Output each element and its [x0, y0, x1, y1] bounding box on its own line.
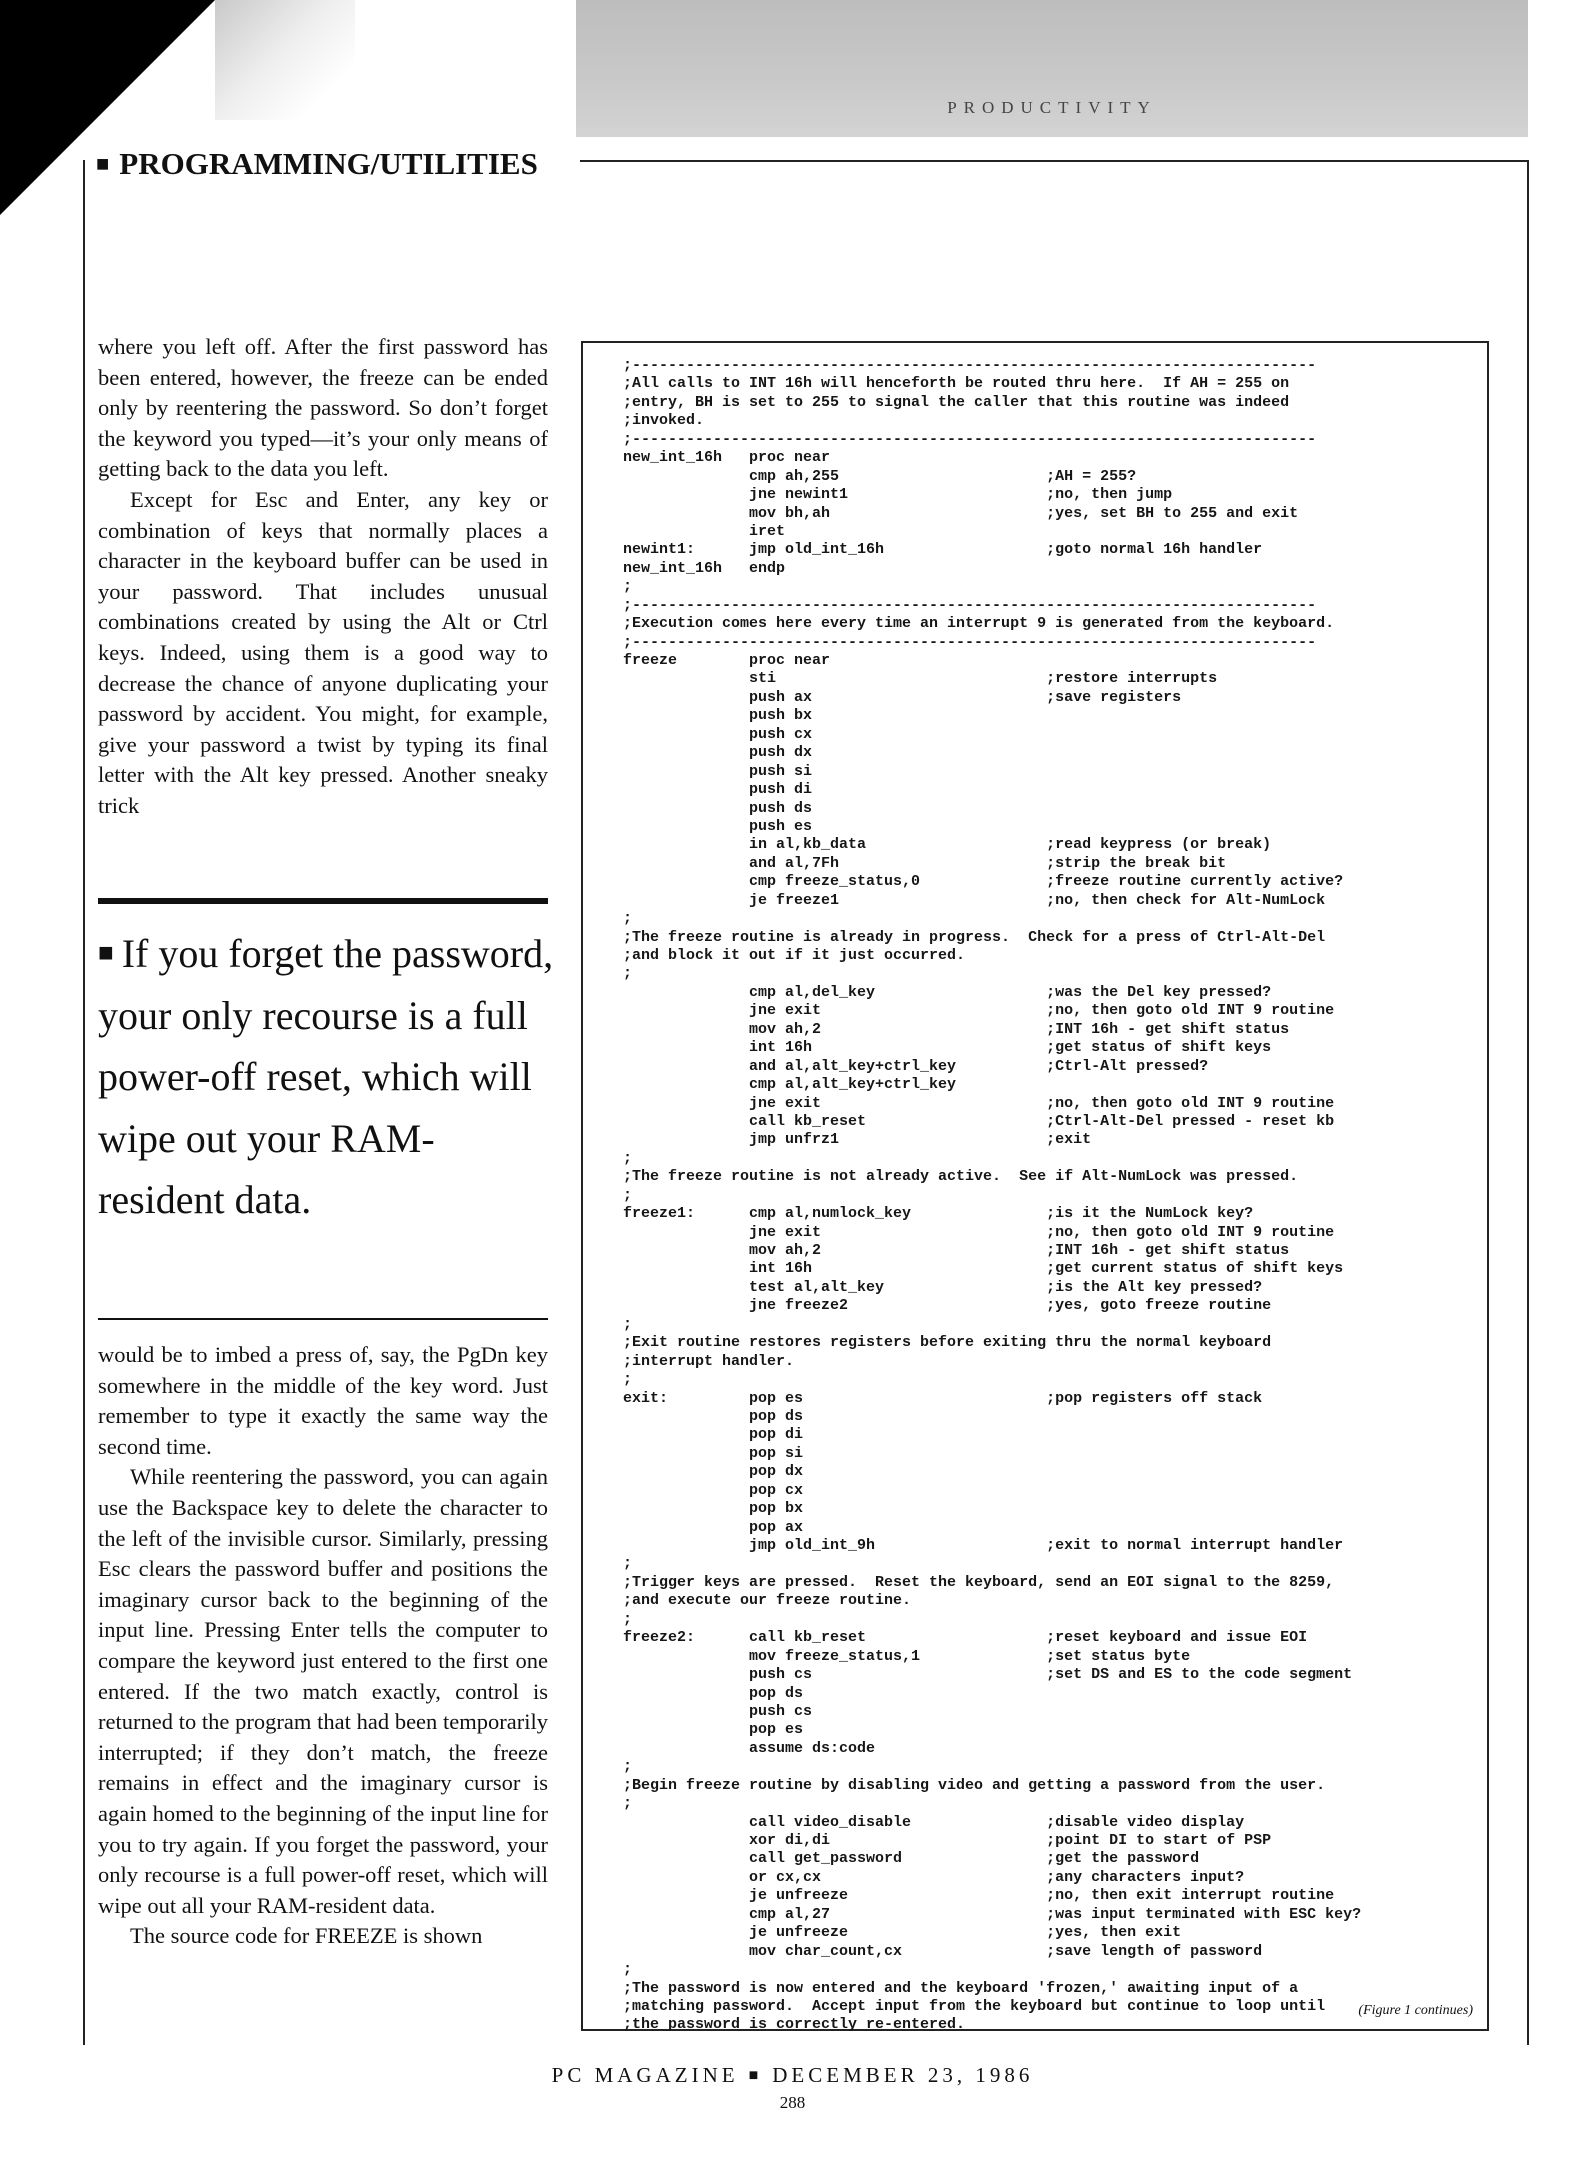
code-line: ;interrupt handler.	[623, 1352, 795, 1370]
code-line: ;The freeze routine is already in progress. Check for a press of Ctrl-Alt-Del	[623, 928, 1326, 946]
frame-right-rule	[1527, 160, 1529, 2045]
code-line: push bx	[623, 707, 813, 725]
code-line: ;Trigger keys are pressed. Reset the keyboard, send an EOI signal to the 8259,	[623, 1573, 1335, 1591]
code-line: ;matching password. Accept input from the keyboard but continue to loop until	[623, 1997, 1326, 2015]
code-line: jne exit ;no, then goto old INT 9 routine	[623, 1223, 1335, 1241]
article-column-bottom	[98, 1340, 548, 1952]
code-line: push ds	[623, 799, 813, 817]
footer-bullet-icon: ■	[748, 2067, 763, 2084]
code-line: ;Execution comes here every time an interrupt 9 is generated from the keyboard.	[623, 615, 1335, 633]
code-line: jne exit ;no, then goto old INT 9 routine	[623, 1002, 1335, 1020]
code-line: push di	[623, 781, 813, 799]
code-line: xor di,di ;point DI to start of PSP	[623, 1832, 1272, 1849]
code-line: ;invoked.	[623, 412, 705, 430]
footer-date: DECEMBER 23, 1986	[772, 2063, 1034, 2087]
code-line: cmp ah,255 ;AH = 255?	[623, 467, 1137, 485]
code-line: ;the password is correctly re-entered.	[623, 2016, 966, 2034]
article-paragraph: While reentering the password, you can again use the Backspace key to delete the character to the left of the invisible cursor. Similarly, pressing Esc clears the password buffer and positions the imaginary cursor back to the beginning of the input line. Pressing Enter tells the computer to compare the keyword just entered to the first one entered. If the two match exactly, control is returned to the program that had been temporarily interrupted; if they don’t match, the freeze remains in effect and the imaginary cursor is again homed to the beginning of the input line for you to try again. If you forget the password, your only recourse is a full power-off reset, which will wipe out all your RAM-resident data.	[98, 1464, 548, 1918]
article-column-top	[98, 332, 548, 822]
code-line: ;and block it out if it just occurred.	[623, 947, 966, 964]
code-line: ;----------------------------------------------------------------------------	[623, 633, 1317, 651]
section-title-text: PROGRAMMING/UTILITIES	[119, 146, 538, 181]
code-line: in al,kb_data ;read keypress (or break)	[623, 836, 1272, 854]
code-line: je unfreeze ;no, then exit interrupt routine	[623, 1887, 1335, 1905]
code-line: int 16h ;get status of shift keys	[623, 1039, 1272, 1057]
article-paragraph: where you left off. After the first password has been entered, however, the freeze can be ended only by reentering the password. So don’t forget the keyword you typed—it’s your only means of getting back to the data you left.	[98, 334, 548, 482]
code-line: ;	[623, 965, 633, 983]
code-line: ;	[623, 1149, 633, 1167]
code-line: jne newint1 ;no, then jump	[623, 486, 1173, 504]
code-line: exit: pop es ;pop registers off stack	[623, 1389, 1263, 1407]
code-line: ;----------------------------------------------------------------------------	[623, 596, 1317, 614]
section-bullet-icon: ■	[96, 151, 110, 176]
page-number: 288	[779, 2093, 806, 2112]
code-line: ;	[623, 1758, 633, 1776]
code-line: push ax ;save registers	[623, 688, 1182, 706]
code-line: push cx	[623, 725, 813, 743]
code-line: ;	[623, 1371, 633, 1389]
code-line: cmp al,del_key ;was the Del key pressed?	[623, 983, 1272, 1001]
code-line: push es	[623, 817, 813, 835]
pullquote-top-rule	[98, 898, 548, 904]
code-line: ;----------------------------------------------------------------------------	[623, 357, 1317, 374]
page-footer	[0, 2063, 1585, 2088]
corner-graphic	[0, 0, 215, 215]
pull-quote-text: If you forget the password, your only recourse is a full power-off reset, which will wipe out your RAM-resident data.	[98, 931, 554, 1222]
code-line: assume ds:code	[623, 1739, 876, 1757]
code-line: jmp unfrz1 ;exit	[623, 1131, 1092, 1149]
code-line: cmp freeze_status,0 ;freeze routine currently active?	[623, 873, 1344, 891]
code-line: mov char_count,cx ;save length of password	[623, 1942, 1263, 1960]
code-line: pop es	[623, 1721, 804, 1739]
code-line: jne freeze2 ;yes, goto freeze routine	[623, 1297, 1272, 1315]
code-line: push dx	[623, 744, 813, 762]
article-paragraph: Except for Esc and Enter, any key or combination of keys that normally places a character in the keyboard buffer can be used in your password. That includes unusual combinations created by using the Alt or Ctrl keys. Indeed, using them is a good way to decrease the chance of anyone duplicating your password by accident. You might, for example, give your password a twist by typing its final letter with the Alt key pressed. Another sneaky trick	[98, 486, 548, 818]
code-line: ;All calls to INT 16h will henceforth be routed thru here. If AH = 255 on	[623, 375, 1290, 393]
code-line: freeze2: call kb_reset ;reset keyboard and issue EOI	[623, 1629, 1308, 1647]
code-line: ;The freeze routine is not already active. See if Alt-NumLock was pressed.	[623, 1168, 1299, 1186]
article-paragraph: would be to imbed a press of, say, the PgDn key somewhere in the middle of the key word. Just remember to type it exactly the same way the second time.	[98, 1342, 548, 1459]
code-line: ;Begin freeze routine by disabling video and getting a password from the user.	[623, 1776, 1326, 1794]
code-line: newint1: jmp old_int_16h ;goto normal 16h handler	[623, 541, 1263, 559]
code-line: cmp al,27 ;was input terminated with ESC key?	[623, 1905, 1362, 1923]
code-line: push si	[623, 762, 813, 780]
code-line: call get_password ;get the password	[623, 1850, 1200, 1868]
code-line: jmp old_int_9h ;exit to normal interrupt handler	[623, 1537, 1344, 1554]
pull-quote	[98, 922, 558, 1231]
code-line: ;	[623, 910, 633, 928]
code-line: pop bx	[623, 1500, 804, 1518]
code-line: mov ah,2 ;INT 16h - get shift status	[623, 1020, 1290, 1038]
code-line: ;	[623, 578, 633, 596]
code-line: mov bh,ah ;yes, set BH to 255 and exit	[623, 504, 1299, 522]
code-line: je unfreeze ;yes, then exit	[623, 1924, 1182, 1942]
code-line: ;The password is now entered and the keyboard 'frozen,' awaiting input of a	[623, 1979, 1299, 1997]
code-line: call video_disable ;disable video display	[623, 1813, 1245, 1831]
section-label: PRODUCTIVITY	[947, 98, 1157, 117]
code-line: pop di	[623, 1426, 804, 1444]
code-line: pop si	[623, 1444, 804, 1462]
code-line: pop ds	[623, 1684, 804, 1702]
code-line: ;entry, BH is set to 255 to signal the caller that this routine was indeed	[623, 393, 1290, 411]
code-line: sti ;restore interrupts	[623, 670, 1218, 688]
code-line: new_int_16h proc near	[623, 449, 831, 467]
code-line: and al,alt_key+ctrl_key ;Ctrl-Alt pressed?	[623, 1057, 1209, 1075]
code-line: or cx,cx ;any characters input?	[623, 1868, 1245, 1886]
code-line: cmp al,alt_key+ctrl_key	[623, 1076, 957, 1094]
code-line: freeze1: cmp al,numlock_key ;is it the NumLock key?	[623, 1205, 1254, 1223]
code-line: freeze proc near	[623, 652, 831, 669]
article-paragraph: The source code for FREEZE is shown	[130, 1923, 483, 1949]
code-line: and al,7Fh ;strip the break bit	[623, 854, 1227, 872]
code-line: pop dx	[623, 1463, 804, 1481]
code-line: jne exit ;no, then goto old INT 9 routine	[623, 1094, 1335, 1112]
frame-left-rule	[83, 160, 85, 2045]
code-line: ;	[623, 1795, 633, 1813]
code-line: push cs	[623, 1702, 813, 1720]
code-line: ;Exit routine restores registers before exiting thru the normal keyboard	[623, 1334, 1272, 1352]
code-line: pop cx	[623, 1481, 804, 1499]
corner-halftone-image	[215, 0, 355, 120]
figure-continues-note: (Figure 1 continues)	[1358, 2003, 1473, 2018]
code-line: call kb_reset ;Ctrl-Alt-Del pressed - reset kb	[623, 1112, 1335, 1130]
code-line: test al,alt_key ;is the Alt key pressed?	[623, 1278, 1263, 1296]
code-line: je freeze1 ;no, then check for Alt-NumLock	[623, 891, 1326, 909]
pullquote-bottom-rule	[98, 1318, 548, 1320]
code-line: ;----------------------------------------------------------------------------	[623, 430, 1317, 448]
pullquote-bullet-icon: ■	[98, 938, 114, 967]
code-line: iret	[623, 522, 786, 540]
code-listing-figure	[581, 341, 1489, 2034]
code-line: ;	[623, 1961, 633, 1979]
code-line: new_int_16h endp	[623, 559, 786, 577]
code-line: int 16h ;get current status of shift keys	[623, 1260, 1344, 1278]
section-title	[96, 146, 538, 182]
code-line: ;	[623, 1610, 633, 1628]
code-listing	[623, 357, 1473, 2035]
code-line: ;	[623, 1555, 633, 1573]
footer-magazine: PC MAGAZINE	[551, 2063, 739, 2087]
code-line: ;	[623, 1315, 633, 1333]
code-line: mov ah,2 ;INT 16h - get shift status	[623, 1242, 1290, 1259]
code-line: ;	[623, 1186, 633, 1204]
code-line: push cs ;set DS and ES to the code segment	[623, 1666, 1353, 1684]
code-line: mov freeze_status,1 ;set status byte	[623, 1647, 1191, 1665]
frame-top-rule	[580, 160, 1529, 162]
code-line: pop ds	[623, 1407, 804, 1425]
code-line: ;and execute our freeze routine.	[623, 1592, 912, 1610]
code-line: pop ax	[623, 1518, 804, 1536]
